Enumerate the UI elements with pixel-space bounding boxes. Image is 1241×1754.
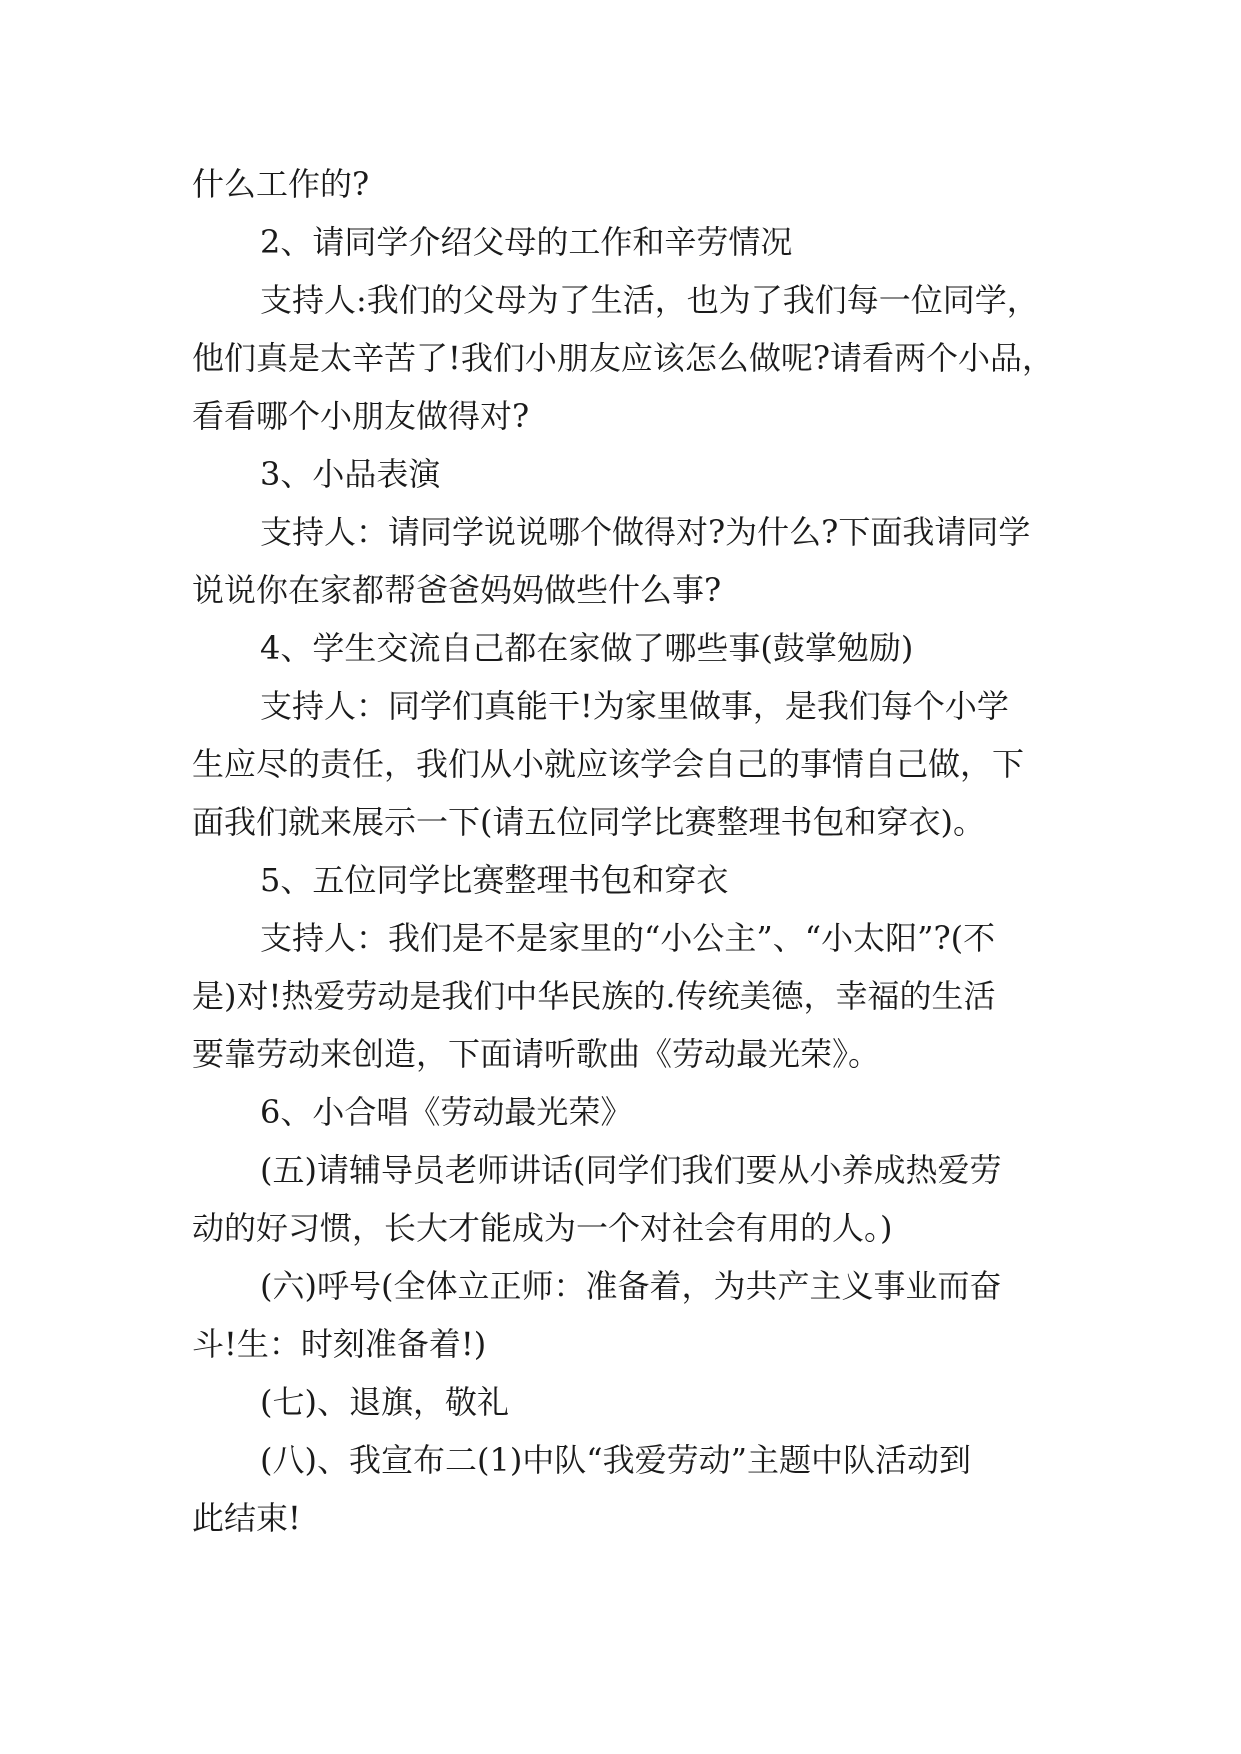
text-line: 支持人：请同学说说哪个做得对?为什么?下面我请同学 — [260, 513, 1031, 551]
text-line: 什么工作的? — [192, 165, 370, 203]
text-line: 动的好习惯，长大才能成为一个对社会有用的人。) — [192, 1209, 893, 1247]
text-line: 6、小合唱《劳动最光荣》 — [260, 1093, 633, 1131]
text-line: 5、五位同学比赛整理书包和穿衣 — [260, 861, 729, 899]
text-line: 生应尽的责任，我们从小就应该学会自己的事情自己做，下 — [192, 745, 1025, 783]
text-line: (八)、我宣布二(1)中队“我爱劳动”主题中队活动到 — [260, 1441, 972, 1479]
text-line: 支持人：同学们真能干!为家里做事，是我们每个小学 — [260, 687, 1009, 725]
text-line: 看看哪个小朋友做得对? — [192, 397, 530, 435]
text-line: 斗!生：时刻准备着!) — [192, 1325, 487, 1363]
text-line: 他们真是太辛苦了!我们小朋友应该怎么做呢?请看两个小品， — [192, 339, 1055, 377]
text-line: 2、请同学介绍父母的工作和辛劳情况 — [260, 223, 793, 261]
text-line: 支持人:我们的父母为了生活，也为了我们每一位同学， — [260, 281, 1039, 319]
text-line: 是)对!热爱劳动是我们中华民族的.传统美德，幸福的生活 — [192, 977, 996, 1015]
text-line: 要靠劳动来创造，下面请听歌曲《劳动最光荣》。 — [192, 1035, 881, 1073]
text-line: 4、学生交流自己都在家做了哪些事(鼓掌勉励) — [260, 629, 914, 667]
text-line: (六)呼号(全体立正师：准备着，为共产主义事业而奋 — [260, 1267, 1002, 1305]
text-line: (五)请辅导员老师讲话(同学们我们要从小养成热爱劳 — [260, 1151, 1002, 1189]
text-line: 支持人：我们是不是家里的“小公主”、“小太阳”?(不 — [260, 919, 996, 957]
text-line: (七)、退旗，敬礼 — [260, 1383, 509, 1421]
text-line: 面我们就来展示一下(请五位同学比赛整理书包和穿衣)。 — [192, 803, 985, 841]
text-line: 说说你在家都帮爸爸妈妈做些什么事? — [192, 571, 722, 609]
text-line: 此结束! — [192, 1499, 301, 1537]
text-line: 3、小品表演 — [260, 455, 441, 493]
